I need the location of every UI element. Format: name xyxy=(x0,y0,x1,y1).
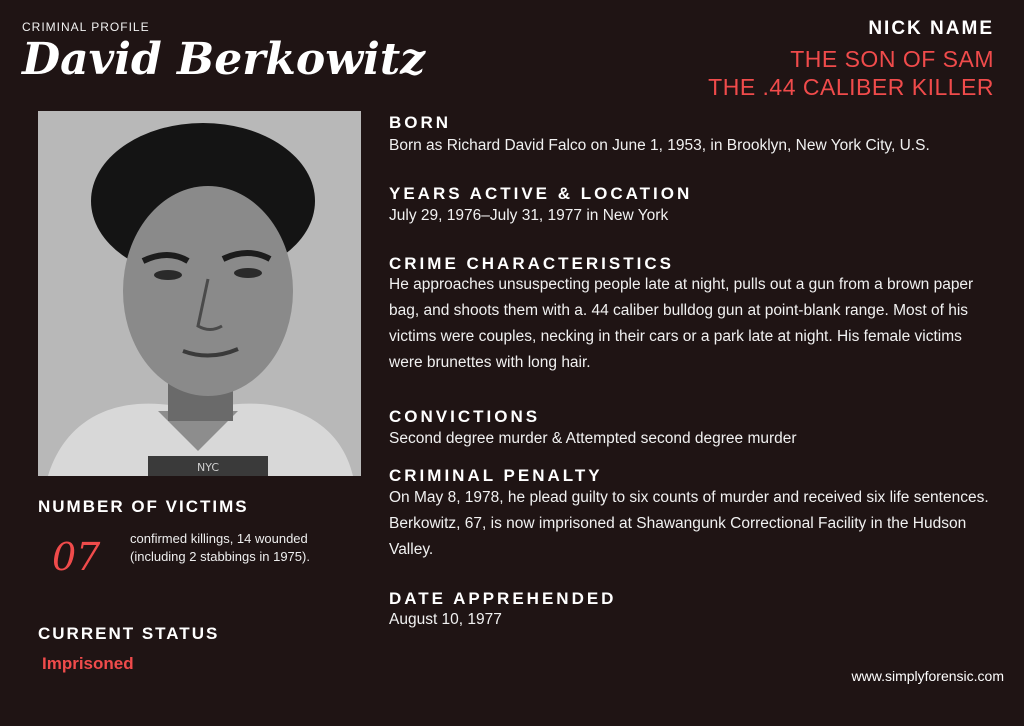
born-text: Born as Richard David Falco on June 1, 1953, in Brooklyn, New York City, U.S. xyxy=(389,137,930,154)
convictions-text: Second degree murder & Attempted second degree murder xyxy=(389,430,797,447)
mugshot-illustration xyxy=(38,111,361,476)
years-active-text: July 29, 1976–July 31, 1977 in New York xyxy=(389,207,669,224)
crime-characteristics-text: He approaches unsuspecting people late at night, pulls out a gun from a brown paper bag, and shoots them with a. 44 caliber bulldog gun at point-blank range. Most of his victims were couples, necking in their cars or a park late at night. His female victims were brunettes with long hair. xyxy=(389,276,974,371)
victims-description xyxy=(130,530,370,566)
criminal-name: David Berkowitz xyxy=(22,34,426,85)
born-title: BORN xyxy=(389,113,452,132)
profile-kicker: CRIMINAL PROFILE xyxy=(22,20,150,34)
years-active-title: YEARS ACTIVE & LOCATION xyxy=(389,184,693,203)
crime-characteristics-title: CRIME CHARACTERISTICS xyxy=(389,254,674,273)
photo-sign-text: NYC xyxy=(196,461,220,474)
website-link[interactable]: www.simplyforensic.com xyxy=(851,668,1004,684)
criminal-penalty-text: On May 8, 1978, he plead guilty to six counts of murder and received six life sentences. Berkowitz, 67, is now imprisoned at Shawangunk Correctional Facility in the Hudson Valley. xyxy=(389,489,989,558)
nickname-line-1: THE SON OF SAM xyxy=(790,46,994,72)
current-status-value: Imprisoned xyxy=(42,654,134,673)
date-apprehended-title: DATE APPREHENDED xyxy=(389,589,617,608)
victims-line-1: confirmed killings, 14 wounded xyxy=(130,531,308,546)
mugshot-photo xyxy=(38,111,361,476)
current-status-title: CURRENT STATUS xyxy=(38,624,220,643)
victims-title: NUMBER OF VICTIMS xyxy=(38,497,249,516)
victims-line-2: (including 2 stabbings in 1975). xyxy=(130,549,310,564)
convictions-title: CONVICTIONS xyxy=(389,407,541,426)
criminal-penalty-title: CRIMINAL PENALTY xyxy=(389,466,603,485)
date-apprehended-text: August 10, 1977 xyxy=(389,611,502,628)
nickname-label: NICK NAME xyxy=(868,18,994,39)
victims-count: 07 xyxy=(52,535,101,579)
nickname-line-2: THE .44 CALIBER KILLER xyxy=(708,74,994,100)
